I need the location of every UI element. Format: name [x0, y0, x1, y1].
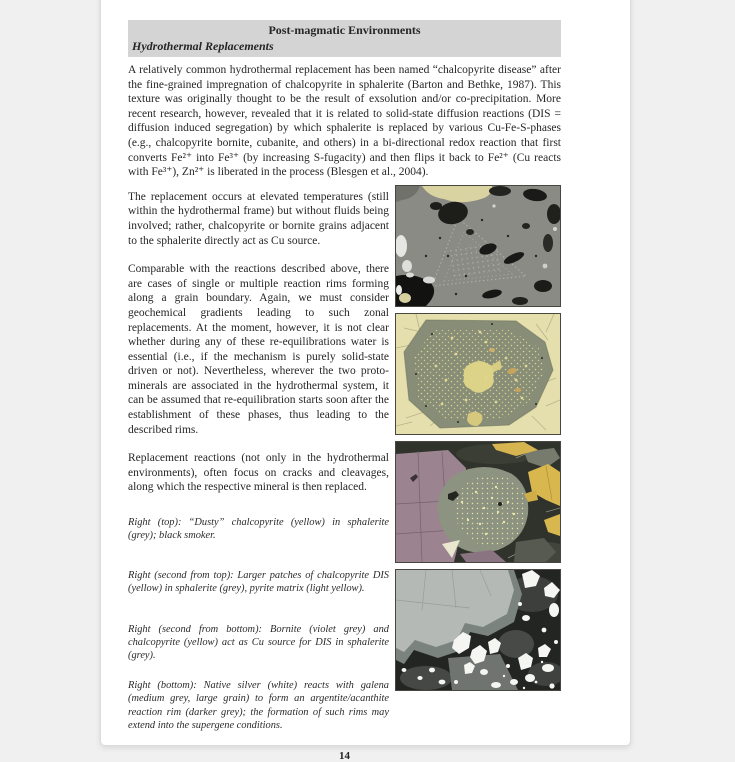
page-number: 14	[339, 749, 350, 762]
chalcopyrite-dis-image	[396, 314, 560, 434]
page-content	[101, 0, 630, 762]
paragraph-cracks: Replacement reactions (not only in the hydrothermal environments), often focus on cracks and cleavages, along which the respective mineral is then replaced.	[128, 452, 389, 494]
document-page	[100, 0, 631, 762]
paragraph-comparable: Comparable with the reactions described above, there are cases of single or multiple reaction rims forming along a grain boundary. Again, we must consider geochemical gradients leading to such zonal replacements. At the moment, however, it is not clear whether during any of these re-equilibrations water is essential (i.e., if the mechanism is purely solid-state driven or not). Nevertheless, wherever the two proto-minerals are associated in the hydrothermal system, it can be assumed that re-equilibration starts soon after the establishment of these phases, thus leading to the described rims.	[128, 263, 389, 436]
section-subtitle: Hydrothermal Replacements	[132, 39, 274, 53]
caption-figure-bottom: Right (bottom): Native silver (white) reacts with galena (medium grey, large grain) to form an argentite/acanthite reaction rim (darker grey); the formation of such rims may extend into the supergene conditions.	[128, 679, 389, 732]
section-title: Post-magmatic Environments	[268, 23, 421, 37]
photomicrograph-chalcopyrite-dis	[395, 313, 561, 435]
photomicrograph-black-smoker	[395, 185, 561, 307]
caption-figure-second-from-top: Right (second from top): Larger patches of chalcopyrite DIS (yellow) in sphalerite (grey), pyrite matrix (light yellow).	[128, 569, 389, 595]
caption-figure-second-from-bottom: Right (second from bottom): Bornite (violet grey) and chalcopyrite (yellow) act as Cu source for DIS in sphalerite (grey).	[128, 623, 389, 662]
photomicrograph-bornite-chalcopyrite	[395, 441, 561, 563]
caption-figure-top: Right (top): “Dusty” chalcopyrite (yellow) in sphalerite (grey); black smoker.	[128, 517, 389, 542]
bornite-chalcopyrite-image	[396, 442, 560, 562]
two-column-section	[128, 190, 561, 733]
photomicrograph-silver-galena	[395, 569, 561, 691]
text-column	[128, 190, 395, 733]
black-smoker-image	[396, 186, 560, 306]
figure-column	[395, 185, 561, 733]
section-header-bar	[128, 20, 561, 57]
paragraph-intro: A relatively common hydrothermal replacement has been named “chalcopyrite disease” after the fine-grained impregnation of chalcopyrite in sphalerite (Barton and Bethke, 1987). This texture was originally thought to be the result of exsolution and/or co-precipitation. More recent research, however, revealed that it is related to solid-state diffusion reactions (DIS = diffusion induced segregation) by which sphalerite is replaced by various Cu-Fe-S-phases (e.g., chalcopyrite bornite, cubanite, and others) in a bi-directional redox reaction that first converts Fe²⁺ into Fe³⁺ (by increasing S-fugacity) and then flips it back to Fe²⁺ (Cu reacts with Fe³⁺), Zn²⁺ is liberated in the process (Blesgen et al., 2004).	[128, 64, 561, 179]
silver-galena-image	[396, 570, 560, 690]
paragraph-replacement: The replacement occurs at elevated temperatures (still within the hydrothermal frame) but without fluids being involved; rather, chalcopyrite or bornite grains adjacent to the sphalerite directly act as Cu source.	[128, 190, 389, 247]
